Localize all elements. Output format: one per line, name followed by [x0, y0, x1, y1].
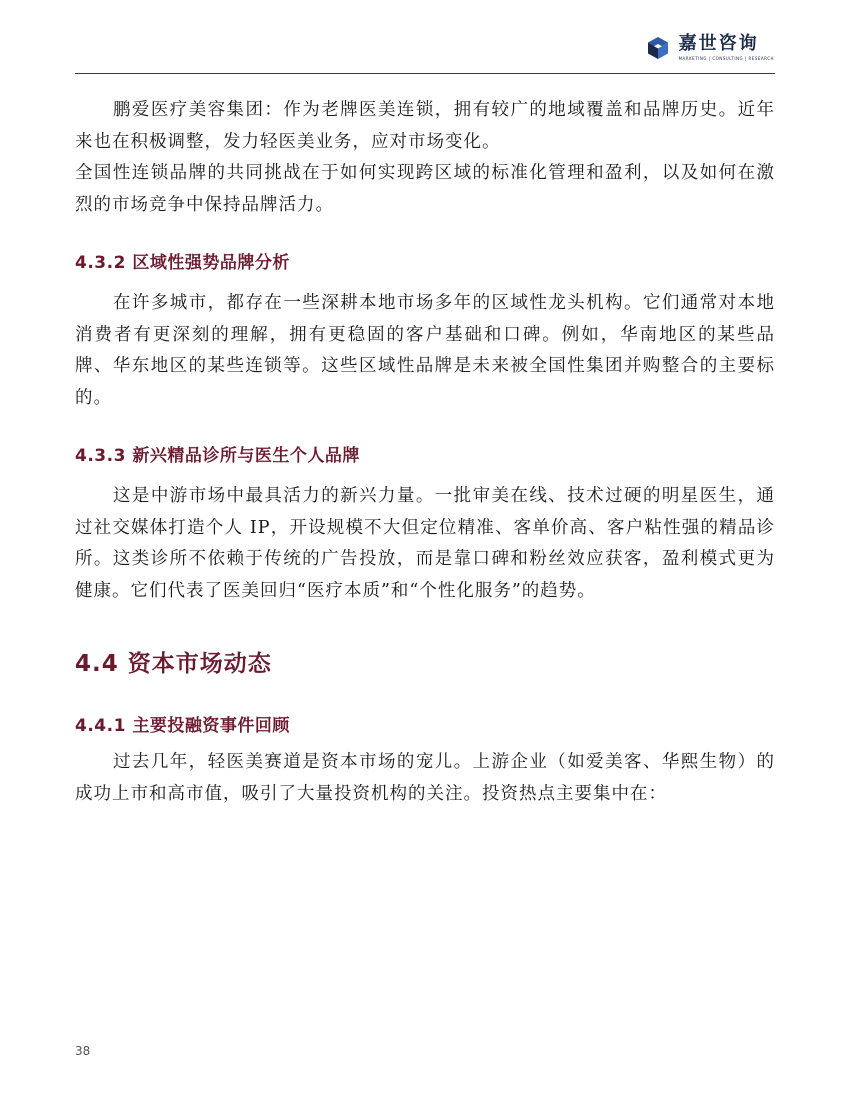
company-logo [645, 34, 774, 61]
heading-4-3-2: 4.3.2 区域性强势品牌分析 [75, 253, 290, 273]
paragraph-investment: 过去几年，轻医美赛道是资本市场的宠儿。上游企业（如爱美客、华熙生物）的成功上市和高市值，吸引了大量投资机构的关注。投资热点主要集中在： [75, 752, 775, 804]
header-divider [75, 73, 775, 74]
logo-subtitle: MARKETING | CONSULTING | RESEARCH [678, 56, 774, 61]
paragraph-regional-brands: 在许多城市，都存在一些深耕本地市场多年的区域性龙头机构。它们通常对本地消费者有更深刻的理解，拥有更稳固的客户基础和口碑。例如，华南地区的某些品牌、华东地区的某些连锁等。这些区域性品牌是未来被全国性集团并购整合的主要标的。 [75, 293, 775, 408]
cube-logo-icon [645, 35, 671, 61]
paragraph-pengai: 鹏爱医疗美容集团：作为老牌医美连锁，拥有较广的地域覆盖和品牌历史。近年来也在积极调整，发力轻医美业务，应对市场变化。 [75, 100, 775, 152]
heading-4-4-1: 4.4.1 主要投融资事件回顾 [75, 716, 290, 736]
page-content [75, 95, 775, 810]
paragraph-national-challenges: 全国性连锁品牌的共同挑战在于如何实现跨区域的标准化管理和盈利，以及如何在激烈的市场竞争中保持品牌活力。 [75, 163, 775, 215]
page-number: 38 [75, 1044, 91, 1058]
heading-4-4: 4.4 资本市场动态 [75, 651, 272, 677]
paragraph-boutique-clinics: 这是中游市场中最具活力的新兴力量。一批审美在线、技术过硬的明星医生，通过社交媒体打造个人 IP，开设规模不大但定位精准、客单价高、客户粘性强的精品诊所。这类诊所不依赖于传统的广告投放，而是靠口碑和粉丝效应获客，盈利模式更为健康。它们代表了医美回归“医疗本质”和“个性化服务”的趋势。 [75, 486, 775, 601]
heading-4-3-3: 4.3.3 新兴精品诊所与医生个人品牌 [75, 446, 360, 466]
logo-name: 嘉世咨询 [678, 33, 759, 54]
